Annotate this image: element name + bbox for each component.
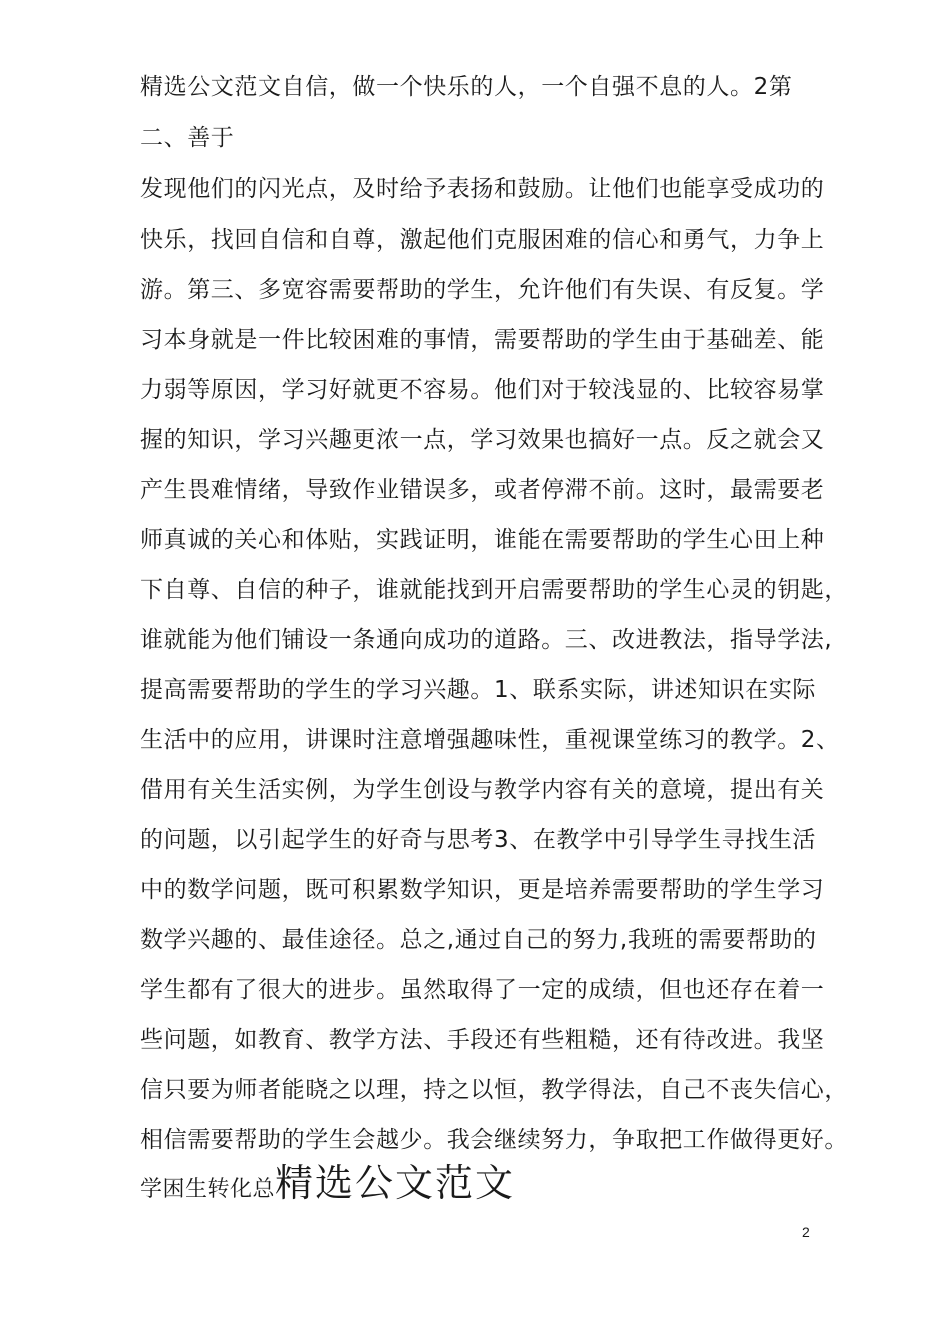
text-line: 些问题，如教育、教学方法、手段还有些粗糙，还有待改进。我坚: [140, 1027, 825, 1053]
text-line: 习本身就是一件比较困难的事情，需要帮助的学生由于基础差、能: [140, 327, 825, 353]
text-line: 借用有关生活实例，为学生创设与教学内容有关的意境，提出有关: [140, 777, 825, 803]
text-line: 生活中的应用，讲课时注意增强趣味性，重视课堂练习的教学。2、: [140, 727, 840, 753]
text-line: 师真诚的关心和体贴，实践证明，谁能在需要帮助的学生心田上种: [140, 527, 825, 553]
text-line: 提高需要帮助的学生的学习兴趣。1、联系实际，讲述知识在实际: [140, 677, 817, 703]
text-line: 精选公文范文自信，做一个快乐的人，一个自强不息的人。2第: [140, 74, 793, 100]
closing-line: [140, 1152, 515, 1207]
text-line: 学生都有了很大的进步。虽然取得了一定的成绩，但也还存在着一: [140, 977, 825, 1003]
text-line: 的问题，以引起学生的好奇与思考3、在教学中引导学生寻找生活: [140, 827, 817, 853]
page-number: 2: [802, 1224, 810, 1240]
text-line: 信只要为师者能晓之以理，持之以恒，教学得法，自己不丧失信心，: [140, 1077, 848, 1103]
text-line: 产生畏难情绪，导致作业错误多，或者停滞不前。这时，最需要老: [140, 477, 825, 503]
text-line: 中的数学问题，既可积累数学知识，更是培养需要帮助的学生学习: [140, 877, 825, 903]
closing-text: 学困生转化总: [140, 1177, 276, 1202]
text-line: 数学兴趣的、最佳途径。总之,通过自己的努力,我班的需要帮助的: [140, 927, 817, 953]
text-line: 谁就能为他们铺设一条通向成功的道路。三、改进教法，指导学法,: [140, 627, 833, 653]
text-line: 相信需要帮助的学生会越少。我会继续努力，争取把工作做得更好。: [140, 1127, 848, 1153]
text-line: 游。第三、多宽容需要帮助的学生，允许他们有失误、有反复。学: [140, 277, 825, 303]
closing-title: 精选公文范文: [275, 1161, 516, 1205]
text-line: 握的知识，学习兴趣更浓一点，学习效果也搞好一点。反之就会又: [140, 427, 825, 453]
text-line: 力弱等原因，学习好就更不容易。他们对于较浅显的、比较容易掌: [140, 377, 825, 403]
text-line: 发现他们的闪光点，及时给予表扬和鼓励。让他们也能享受成功的: [140, 176, 825, 202]
text-line: 二、善于: [140, 125, 235, 151]
text-line: 下自尊、自信的种子，谁就能找到开启需要帮助的学生心灵的钥匙，: [140, 577, 848, 603]
text-line: 快乐，找回自信和自尊，激起他们克服困难的信心和勇气，力争上: [140, 227, 825, 253]
